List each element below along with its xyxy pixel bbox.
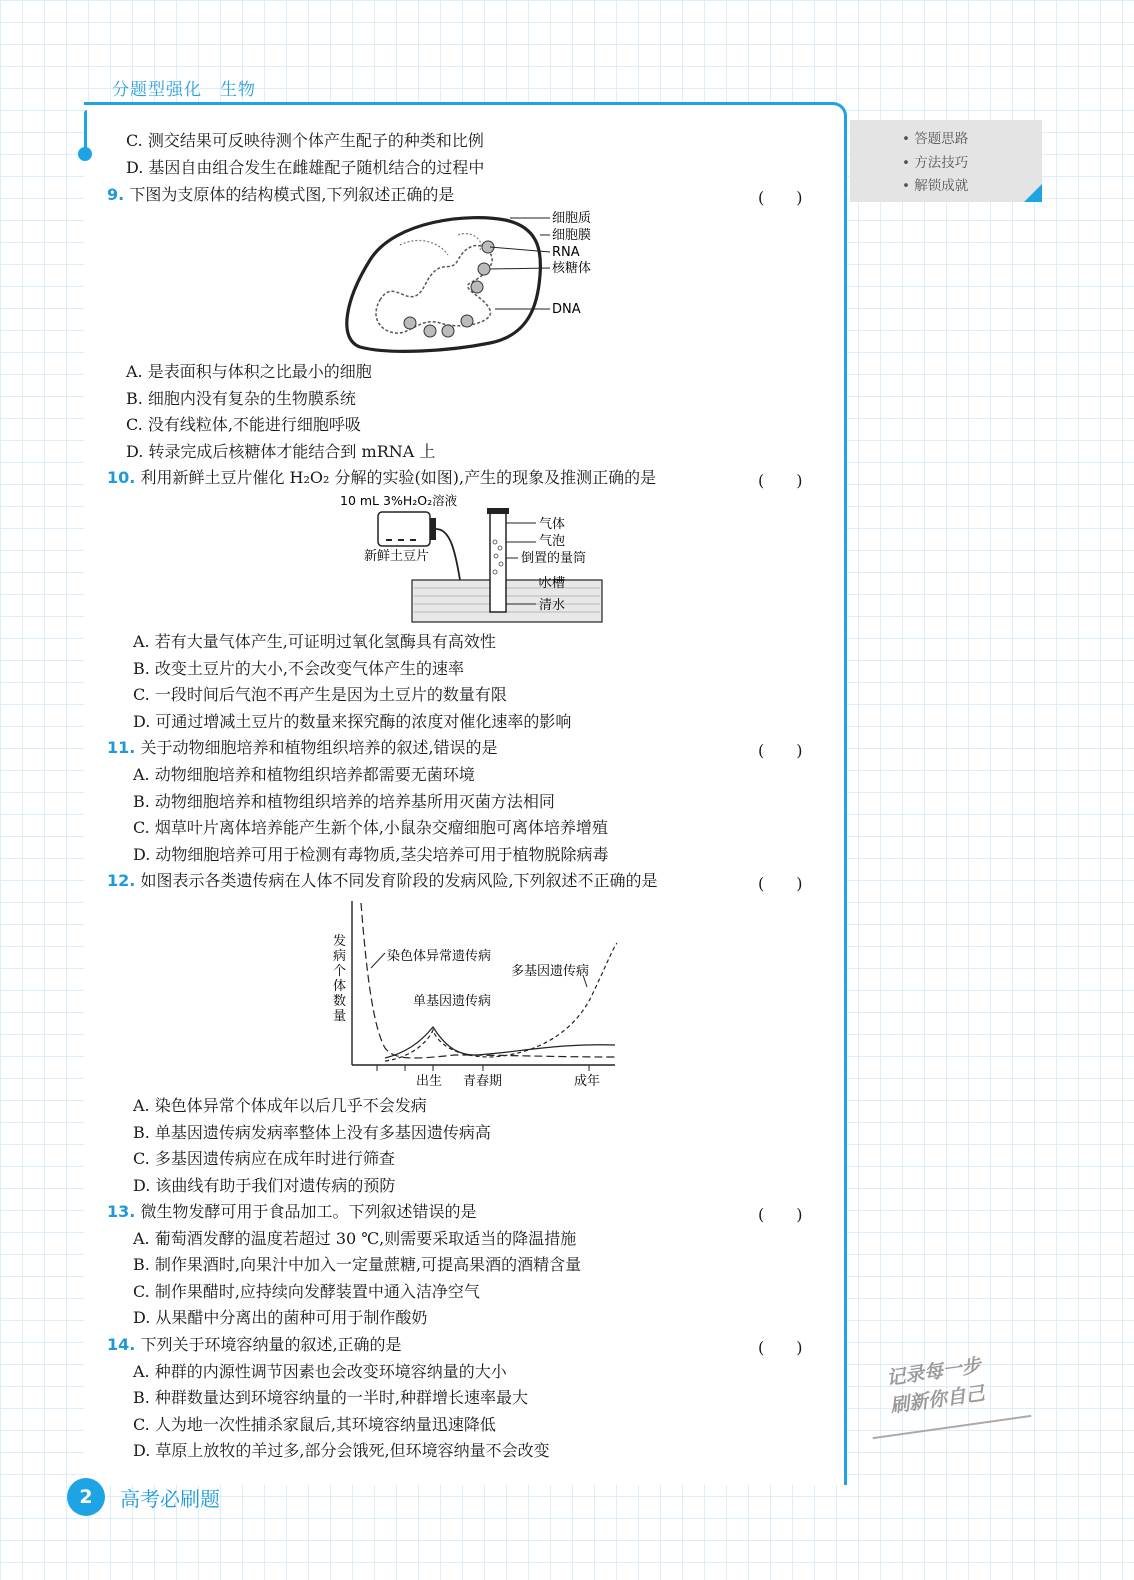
question-10-option-c: C. 一段时间后气泡不再产生是因为土豆片的数量有限 [133, 685, 507, 704]
side-panel-item: • 解锁成就 [902, 175, 1042, 199]
question-number: 13. [107, 1202, 136, 1221]
answer-paren: ( ) [758, 471, 803, 490]
question-9-option-a: A. 是表面积与体积之比最小的细胞 [126, 362, 372, 381]
question-14-option-d: D. 草原上放牧的羊过多,部分会饿死,但环境容纳量不会改变 [133, 1441, 550, 1460]
question-10-stem [107, 468, 656, 488]
question-13-option-b: B. 制作果酒时,向果汁中加入一定量蔗糖,可提高果酒的酒精含量 [133, 1255, 582, 1274]
label-water: 清水 [539, 598, 566, 613]
prev-option-c: C. 测交结果可反映待测个体产生配子的种类和比例 [126, 131, 484, 150]
question-11-option-b: B. 动物细胞培养和植物组织培养的培养基所用灭菌方法相同 [133, 792, 555, 811]
label-cytoplasm: 细胞质 [552, 211, 592, 226]
question-11-option-a: A. 动物细胞培养和植物组织培养都需要无菌环境 [133, 765, 475, 784]
question-text: 如图表示各类遗传病在人体不同发育阶段的发病风险,下列叙述不正确的是 [140, 871, 658, 890]
label-cylinder: 倒置的量筒 [521, 551, 587, 566]
legend-chromosomal: 染色体异常遗传病 [387, 949, 492, 964]
question-text: 利用新鲜土豆片催化 H₂O₂ 分解的实验(如图),产生的现象及推测正确的是 [140, 468, 657, 487]
question-13-option-d: D. 从果醋中分离出的菌种可用于制作酸奶 [133, 1308, 428, 1327]
question-number: 12. [107, 871, 136, 890]
question-11-option-c: C. 烟草叶片离体培养能产生新个体,小鼠杂交瘤细胞可离体培养增殖 [133, 818, 608, 837]
question-9-option-b: B. 细胞内没有复杂的生物膜系统 [126, 389, 356, 408]
question-text: 下列关于环境容纳量的叙述,正确的是 [140, 1335, 402, 1354]
label-bubbles: 气泡 [539, 534, 566, 549]
question-13-option-c: C. 制作果醋时,应持续向发酵装置中通入洁净空气 [133, 1282, 480, 1301]
answer-paren: ( ) [758, 188, 803, 207]
question-number: 10. [107, 468, 136, 487]
prev-option-d: D. 基因自由组合发生在雌雄配子随机结合的过程中 [126, 158, 485, 177]
question-10-option-d: D. 可通过增减土豆片的数量来探究酶的浓度对催化速率的影响 [133, 712, 572, 731]
question-11-stem [107, 738, 498, 758]
slogan [885, 1352, 987, 1421]
x-tick-puberty: 青春期 [463, 1074, 503, 1089]
potato-experiment-diagram [340, 490, 610, 625]
mycoplasma-diagram [340, 205, 610, 365]
question-9-option-d: D. 转录完成后核糖体才能结合到 mRNA 上 [126, 442, 436, 461]
slogan-line-1: 记录每一步 [884, 1354, 983, 1390]
panel-corner-triangle [1024, 184, 1042, 202]
question-14-option-c: C. 人为地一次性捕杀家鼠后,其环境容纳量迅速降低 [133, 1415, 496, 1434]
y-label-4: 体 [333, 979, 347, 994]
question-12-option-d: D. 该曲线有助于我们对遗传病的预防 [133, 1176, 396, 1195]
label-dna: DNA [552, 302, 581, 317]
question-12-option-a: A. 染色体异常个体成年以后几乎不会发病 [133, 1096, 427, 1115]
question-text: 下图为支原体的结构模式图,下列叙述正确的是 [129, 185, 455, 204]
question-12-stem [107, 871, 658, 891]
answer-paren: ( ) [758, 1338, 803, 1357]
question-text: 微生物发酵可用于食品加工。下列叙述错误的是 [140, 1202, 477, 1221]
legend-single-gene: 单基因遗传病 [413, 994, 492, 1009]
legend-polygenic: 多基因遗传病 [511, 964, 590, 979]
y-label-3: 个 [333, 964, 347, 979]
question-10-option-b: B. 改变土豆片的大小,不会改变气体产生的速率 [133, 659, 465, 678]
footer-title: 高考必刷题 [120, 1487, 220, 1511]
answer-paren: ( ) [758, 1205, 803, 1224]
question-12-option-b: B. 单基因遗传病发病率整体上没有多基因遗传病高 [133, 1123, 491, 1142]
header-title: 分题型强化 生物 [112, 80, 256, 100]
question-14-stem [107, 1335, 402, 1355]
answer-paren: ( ) [758, 874, 803, 893]
x-tick-birth: 出生 [416, 1074, 443, 1089]
x-tick-adult: 成年 [574, 1074, 601, 1089]
answer-paren: ( ) [758, 741, 803, 760]
question-text: 关于动物细胞培养和植物组织培养的叙述,错误的是 [140, 738, 498, 757]
disease-risk-chart [325, 893, 625, 1093]
side-panel-item: • 答题思路 [902, 128, 1042, 152]
frame-accent-dot [78, 147, 92, 161]
label-membrane: 细胞膜 [552, 228, 592, 243]
question-13-option-a: A. 葡萄酒发酵的温度若超过 30 ℃,则需要采取适当的降温措施 [133, 1229, 577, 1248]
question-11-option-d: D. 动物细胞培养可用于检测有毒物质,茎尖培养可用于植物脱除病毒 [133, 845, 609, 864]
label-water-tank: 水槽 [539, 576, 566, 591]
question-9-option-c: C. 没有线粒体,不能进行细胞呼吸 [126, 415, 361, 434]
question-number: 11. [107, 738, 136, 757]
label-ribosome: 核糖体 [552, 261, 592, 276]
slogan-line-2: 刷新你自己 [888, 1382, 987, 1418]
question-12-option-c: C. 多基因遗传病应在成年时进行筛查 [133, 1149, 395, 1168]
question-10-option-a: A. 若有大量气体产生,可证明过氧化氢酶具有高效性 [133, 632, 496, 651]
label-potato-slices: 新鲜土豆片 [364, 549, 430, 564]
question-14-option-a: A. 种群的内源性调节因素也会改变环境容纳量的大小 [133, 1362, 507, 1381]
question-number: 9. [107, 185, 125, 204]
question-9-stem [107, 185, 454, 205]
page-number-badge: 2 [67, 1478, 105, 1516]
label-gas: 气体 [539, 517, 566, 532]
y-label-5: 数 [333, 994, 347, 1009]
label-h2o2-solution: 10 mL 3%H₂O₂溶液 [340, 493, 458, 508]
y-label-1: 发 [333, 934, 347, 949]
question-13-stem [107, 1202, 476, 1222]
label-rna: RNA [552, 245, 580, 260]
question-14-option-b: B. 种群数量达到环境容纳量的一半时,种群增长速率最大 [133, 1388, 529, 1407]
question-number: 14. [107, 1335, 136, 1354]
side-panel [850, 120, 1042, 202]
y-label-6: 量 [333, 1009, 347, 1024]
y-label-2: 病 [333, 949, 347, 964]
side-panel-item: • 方法技巧 [902, 152, 1042, 176]
